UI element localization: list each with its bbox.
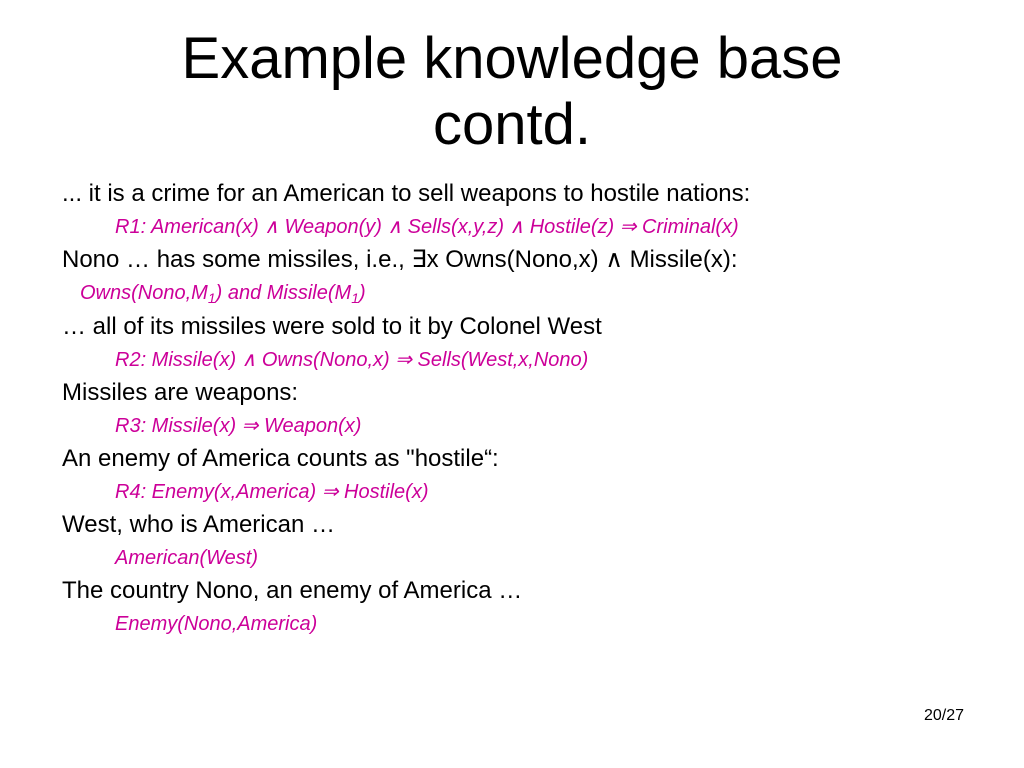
subscript-1: 1 [207,290,216,306]
rule-r2: R2: Missile(x) ∧ Owns(Nono,x) ⇒ Sells(West,x,Nono) [115,349,589,371]
slide-body [62,178,1002,641]
subscript-1b: 1 [351,290,359,306]
fact-owns-part-c: ) [358,282,366,304]
statement-nono: The country Nono, an enemy of America … [62,577,523,604]
fact-owns-part-b: ) and Missile(M [215,282,352,304]
page-number: 20/27 [923,707,964,724]
fact-owns-missile [62,277,1002,311]
fact-american-west: American(West) [115,547,258,569]
title-line-2: contd. [433,92,591,157]
fact-enemy-nono: Enemy(Nono,America) [115,613,318,635]
statement-west: West, who is American … [62,511,335,538]
statement-sold: … all of its missiles were sold to it by Colonel West [62,313,602,340]
fact-owns-part-a: Owns(Nono,M [80,282,208,304]
title-line-1: Example knowledge base [181,26,843,91]
slide-title [0,26,1024,158]
statement-weapons: Missiles are weapons: [62,379,299,406]
rule-r1: R1: American(x) ∧ Weapon(y) ∧ Sells(x,y,z) ∧ Hostile(z) ⇒ Criminal(x) [115,216,739,238]
rule-r3: R3: Missile(x) ⇒ Weapon(x) [115,415,362,437]
rule-r4: R4: Enemy(x,America) ⇒ Hostile(x) [115,481,429,503]
statement-hostile: An enemy of America counts as "hostile“: [62,445,499,472]
statement-crime: ... it is a crime for an American to sell weapons to hostile nations: [62,180,751,207]
statement-missiles: Nono … has some missiles, i.e., ∃x Owns(Nono,x) ∧ Missile(x): [62,246,738,273]
